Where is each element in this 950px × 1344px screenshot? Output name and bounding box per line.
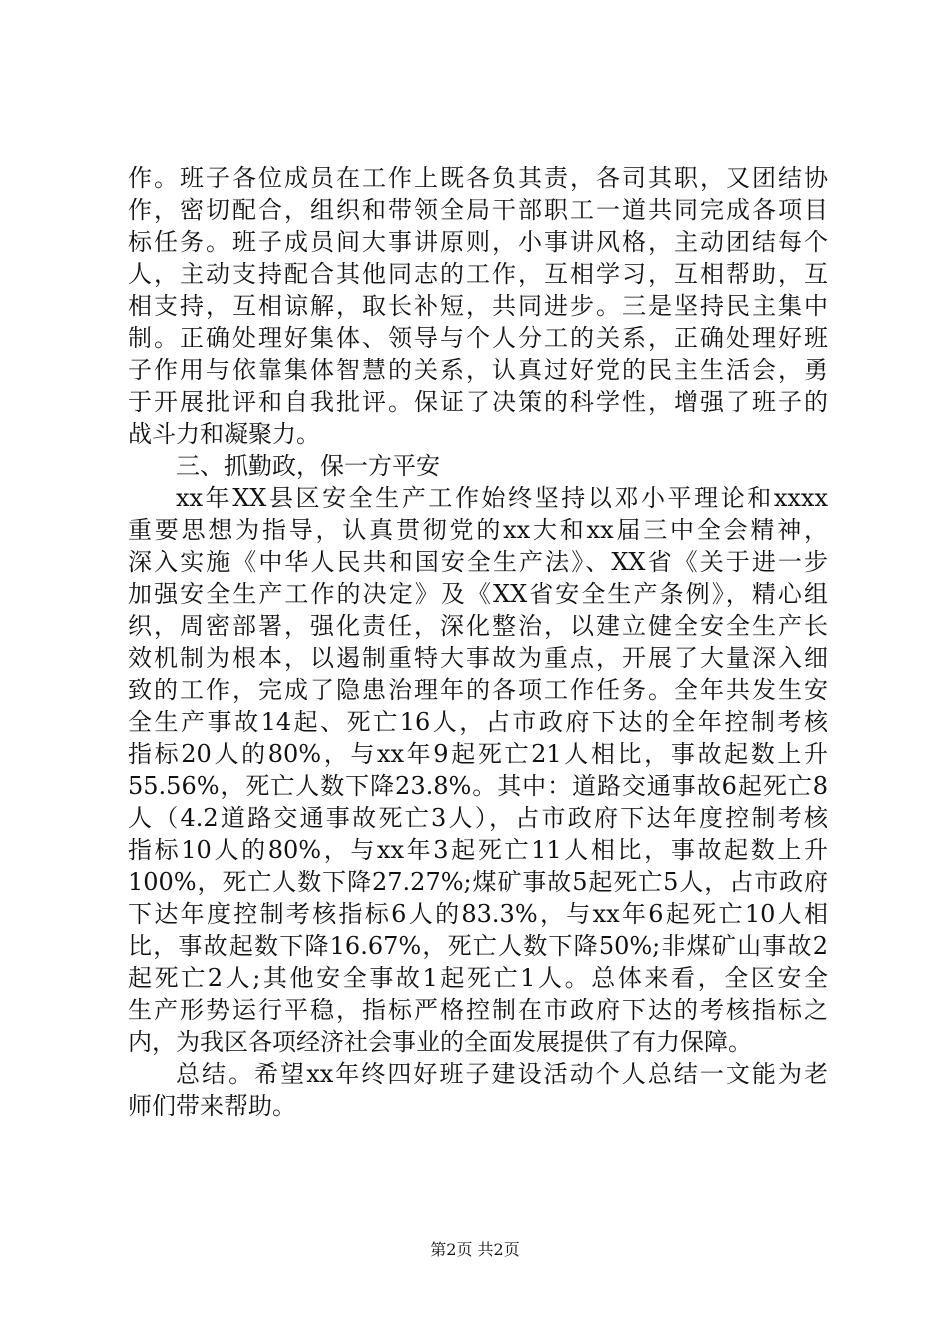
body-line: 55.56%，死亡人数下降23.8%。其中：道路交通事故6起死亡8 <box>128 772 828 800</box>
body-line: 织，周密部署，强化责任，深化整治，以建立健全安全生产长 <box>128 612 828 640</box>
body-line: 100%，死亡人数下降27.27%;煤矿事故5起死亡5人，占市政府 <box>128 868 828 896</box>
body-line: 生产形势运行平稳，指标严格控制在市政府下达的考核指标之 <box>128 996 828 1024</box>
body-line: 比，事故起数下降16.67%，死亡人数下降50%;非煤矿山事故2 <box>128 932 828 960</box>
body-line: 指标10人的80%，与xx年3起死亡11人相比，事故起数上升 <box>128 836 828 864</box>
body-line: 作。班子各位成员在工作上既各负其责，各司其职，又团结协 <box>128 164 828 192</box>
body-line: 全生产事故14起、死亡16人，占市政府下达的全年控制考核 <box>128 708 828 736</box>
body-line: 于开展批评和自我批评。保证了决策的科学性，增强了班子的 <box>128 388 828 416</box>
page-footer <box>0 1240 950 1260</box>
body-line: 起死亡2人;其他安全事故1起死亡1人。总体来看，全区安全 <box>128 964 828 992</box>
body-line: 深入实施《中华人民共和国安全生产法》、XX省《关于进一步 <box>128 548 828 576</box>
body-line: 下达年度控制考核指标6人的83.3%，与xx年6起死亡10人相 <box>128 900 828 928</box>
section-heading: 三、抓勤政，保一方平安 <box>176 452 440 480</box>
body-line: 师们带来帮助。 <box>128 1092 296 1120</box>
body-line: 致的工作，完成了隐患治理年的各项工作任务。全年共发生安 <box>128 676 828 704</box>
body-line: 子作用与依靠集体智慧的关系，认真过好党的民主生活会，勇 <box>128 356 828 384</box>
body-line: 指标20人的80%，与xx年9起死亡21人相比，事故起数上升 <box>128 740 828 768</box>
body-line: xx年XX县区安全生产工作始终坚持以邓小平理论和xxxx <box>176 484 828 512</box>
body-line: 效机制为根本，以遏制重特大事故为重点，开展了大量深入细 <box>128 644 828 672</box>
body-line: 重要思想为指导，认真贯彻党的xx大和xx届三中全会精神， <box>128 516 828 544</box>
body-line: 加强安全生产工作的决定》及《XX省安全生产条例》，精心组 <box>128 580 828 608</box>
body-line: 内，为我区各项经济社会事业的全面发展提供了有力保障。 <box>128 1028 752 1056</box>
body-line: 总结。希望xx年终四好班子建设活动个人总结一文能为老 <box>176 1060 828 1088</box>
body-line: 制。正确处理好集体、领导与个人分工的关系，正确处理好班 <box>128 324 828 352</box>
body-line: 人（4.2道路交通事故死亡3人），占市政府下达年度控制考核 <box>128 804 828 832</box>
body-line: 人，主动支持配合其他同志的工作，互相学习，互相帮助，互 <box>128 260 828 288</box>
body-line: 相支持，互相谅解，取长补短，共同进步。三是坚持民主集中 <box>128 292 828 320</box>
body-line: 战斗力和凝聚力。 <box>128 420 320 448</box>
page-number: 第2页 共2页 <box>430 1240 520 1259</box>
document-body <box>128 162 828 1122</box>
body-line: 标任务。班子成员间大事讲原则，小事讲风格，主动团结每个 <box>128 228 828 256</box>
body-line: 作，密切配合，组织和带领全局干部职工一道共同完成各项目 <box>128 196 828 224</box>
